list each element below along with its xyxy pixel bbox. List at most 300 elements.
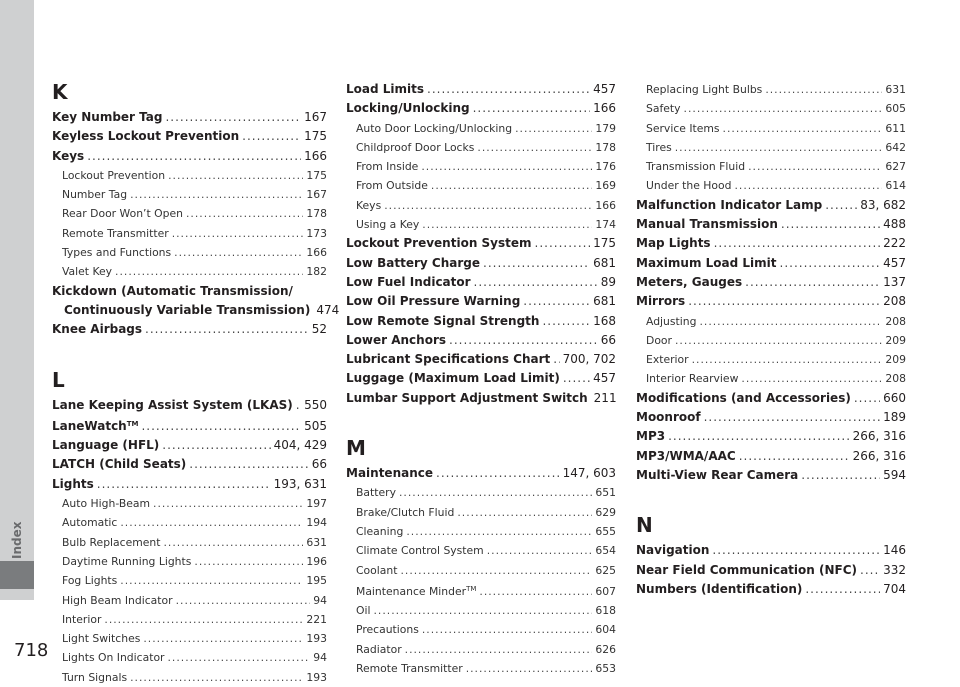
index-entry <box>636 408 906 427</box>
entry-term: Precautions <box>356 623 419 637</box>
entry-page-ref[interactable]: 175 <box>306 168 327 182</box>
index-subentry <box>346 119 616 138</box>
index-subentry <box>346 541 616 560</box>
dot-leader <box>194 552 303 571</box>
entry-page-ref[interactable]: 193 <box>306 632 327 646</box>
entry-page-ref[interactable]: 681 <box>593 255 616 270</box>
dot-leader <box>675 331 882 350</box>
index-entry <box>346 464 616 483</box>
dot-leader <box>739 447 850 466</box>
index-subentry <box>636 99 906 118</box>
entry-term: Language (HFL) <box>52 438 160 453</box>
entry-term: Climate Control System <box>356 544 484 558</box>
index-entry <box>52 147 327 166</box>
entry-page-ref[interactable]: 605 <box>885 102 906 116</box>
dot-leader <box>104 610 303 629</box>
index-entry <box>52 320 327 339</box>
dot-leader <box>145 320 309 339</box>
dot-leader <box>542 312 590 331</box>
dot-leader <box>427 80 590 99</box>
entry-term: Keys <box>356 198 382 212</box>
index-entry <box>346 331 616 350</box>
entry-term: Lubricant Specifications Chart <box>346 352 551 367</box>
entry-term: Continuously Variable Transmission) <box>64 302 311 317</box>
entry-page-ref[interactable]: 173 <box>306 226 327 240</box>
entry-term: Auto Door Locking/Unlocking <box>356 121 513 135</box>
entry-term: Auto High-Beam <box>62 497 151 511</box>
dot-leader <box>422 215 592 234</box>
entry-page-ref[interactable]: 174 <box>595 218 616 232</box>
index-subentry <box>52 494 327 513</box>
index-subentry <box>52 648 327 667</box>
entry-term: Moonroof <box>636 410 701 425</box>
dot-leader <box>130 668 303 687</box>
entry-page-ref[interactable]: 457 <box>593 82 616 96</box>
entry-page-ref[interactable]: 611 <box>885 121 906 135</box>
dot-leader <box>120 513 303 532</box>
dot-leader <box>745 273 880 292</box>
entry-page-ref[interactable]: 179 <box>595 121 616 135</box>
index-subentry <box>636 350 906 369</box>
index-entry <box>636 447 906 466</box>
entry-term: Rear Door Won’t Open <box>62 207 183 221</box>
entry-page-ref[interactable]: 488 <box>883 217 906 232</box>
index-entry <box>346 292 616 311</box>
index-entry <box>636 580 906 599</box>
dot-leader <box>553 350 559 369</box>
dot-leader <box>781 215 880 234</box>
entry-page-ref[interactable]: 631 <box>885 83 906 96</box>
index-entry <box>52 475 327 494</box>
index-entry <box>636 273 906 292</box>
entry-page-ref[interactable]: 631 <box>306 535 327 549</box>
index-subentry <box>346 580 616 601</box>
index-column-1 <box>52 72 340 687</box>
index-subentry <box>52 571 327 590</box>
entry-term: Valet Key <box>62 265 113 279</box>
entry-page-ref[interactable]: 704 <box>883 581 906 596</box>
side-tab-label: Index <box>10 521 24 559</box>
entry-page-ref[interactable]: 166 <box>595 198 616 212</box>
section-gap <box>52 340 327 360</box>
entry-page-ref[interactable]: 66 <box>600 332 616 347</box>
index-entry <box>636 196 906 215</box>
entry-term: Multi-View Rear Camera <box>636 467 799 482</box>
index-subentry <box>346 157 616 176</box>
entry-page-ref[interactable]: 175 <box>304 129 327 144</box>
entry-page-ref[interactable]: 457 <box>883 255 906 270</box>
index-subentry <box>346 601 616 620</box>
dot-leader <box>675 138 883 157</box>
dot-leader <box>523 292 590 311</box>
entry-term: Kickdown (Automatic Transmission/ <box>52 283 293 298</box>
index-entry <box>636 561 906 580</box>
entry-page-ref[interactable]: 266, 316 <box>852 448 906 463</box>
entry-page-ref[interactable]: 208 <box>885 372 906 386</box>
index-entry <box>346 234 616 253</box>
index-entry <box>346 350 616 369</box>
index-subentry <box>636 176 906 195</box>
index-subentry <box>346 659 616 678</box>
section-letter-m: M <box>346 436 366 461</box>
entry-term: Radiator <box>356 642 402 656</box>
entry-term: Oil <box>356 604 371 618</box>
entry-page-ref[interactable]: 208 <box>885 314 906 328</box>
index-entry <box>52 455 327 474</box>
index-entry <box>636 254 906 273</box>
entry-page-ref[interactable]: 197 <box>306 497 327 511</box>
entry-term: Tires <box>646 140 672 154</box>
index-entry <box>636 215 906 234</box>
entry-page-ref[interactable]: 89 <box>600 274 616 289</box>
entry-term: Mirrors <box>636 294 686 309</box>
entry-page-ref[interactable]: 474 <box>316 302 340 317</box>
entry-term: Fog Lights <box>62 574 118 588</box>
entry-term: Maximum Load Limit <box>636 255 777 270</box>
entry-term: Low Oil Pressure Warning <box>346 294 521 309</box>
entry-term: From Inside <box>356 160 419 174</box>
index-subentry <box>52 185 327 204</box>
entry-term: Using a Key <box>356 218 420 232</box>
entry-term: Interior Rearview <box>646 372 739 386</box>
entry-term: Coolant <box>356 563 398 577</box>
entry-page-ref[interactable]: 550 <box>304 397 327 412</box>
entry-page-ref[interactable]: 94 <box>313 593 327 607</box>
index-subentry <box>636 157 906 176</box>
entry-term: Types and Functions <box>62 246 172 260</box>
index-column-2 <box>346 80 616 678</box>
dot-leader <box>87 147 301 166</box>
dot-leader <box>130 185 303 204</box>
dot-leader <box>165 108 301 127</box>
entry-page-ref[interactable]: 208 <box>883 294 906 309</box>
dot-leader <box>535 234 591 253</box>
entry-page-ref[interactable]: 178 <box>306 207 327 221</box>
index-subentry <box>52 668 327 687</box>
entry-page-ref[interactable]: 626 <box>595 642 616 656</box>
entry-term: Keys <box>52 148 85 163</box>
entry-term: Remote Transmitter <box>356 662 463 676</box>
dot-leader <box>692 350 883 369</box>
entry-term: Lights On Indicator <box>62 651 165 665</box>
dot-leader <box>723 119 883 138</box>
entry-term: Adjusting <box>646 314 697 328</box>
index-entry <box>52 127 327 146</box>
index-entry <box>636 234 906 253</box>
index-entry <box>346 273 616 292</box>
entry-page-ref[interactable]: 178 <box>595 140 616 154</box>
entry-term: MP3/WMA/AAC <box>636 448 736 463</box>
dot-leader <box>162 436 270 455</box>
dot-leader <box>473 99 590 118</box>
index-entry <box>52 415 327 436</box>
entry-page-ref[interactable]: 660 <box>883 390 906 405</box>
index-subentry <box>52 591 327 610</box>
entry-page-ref[interactable]: 618 <box>595 604 616 618</box>
index-entry <box>346 389 616 408</box>
dot-leader <box>479 582 592 601</box>
entry-page-ref[interactable]: 167 <box>304 110 327 124</box>
index-subentry <box>346 503 616 522</box>
index-subentry <box>52 533 327 552</box>
index-subentry <box>636 369 906 388</box>
entry-term: Remote Transmitter <box>62 226 169 240</box>
section-letter-k: K <box>52 80 68 104</box>
index-subentry <box>52 629 327 648</box>
dot-leader <box>474 273 598 292</box>
dot-leader <box>457 503 592 522</box>
index-subentry <box>636 331 906 350</box>
entry-term: Exterior <box>646 353 689 367</box>
entry-page-ref[interactable]: 209 <box>885 353 906 367</box>
entry-term: Near Field Communication (NFC) <box>636 562 858 577</box>
entry-term: Lane Keeping Assist System (LKAS) <box>52 397 293 412</box>
dot-leader <box>153 494 303 513</box>
page-number: 718 <box>14 640 49 661</box>
trademark-mark: TM <box>126 419 139 428</box>
dot-leader <box>449 331 598 350</box>
index-subentry <box>346 215 616 234</box>
index-entry <box>346 99 616 118</box>
index-subentry <box>346 561 616 580</box>
entry-page-ref[interactable]: 654 <box>595 544 616 558</box>
entry-page-ref[interactable]: 651 <box>595 486 616 500</box>
entry-term: Turn Signals <box>62 670 128 684</box>
entry-page-ref[interactable]: 594 <box>883 467 906 482</box>
index-subentry <box>346 522 616 541</box>
dot-leader <box>189 455 308 474</box>
entry-page-ref[interactable]: 505 <box>304 418 327 433</box>
entry-page-ref[interactable]: 642 <box>885 140 906 154</box>
dot-leader <box>174 243 303 262</box>
dot-leader <box>436 464 560 483</box>
entry-term: Key Number Tag <box>52 110 163 124</box>
entry-term: Childproof Door Locks <box>356 140 475 154</box>
entry-term: Knee Airbags <box>52 322 143 337</box>
index-subentry <box>346 138 616 157</box>
entry-term: Lights <box>52 476 94 491</box>
dot-leader <box>765 80 882 99</box>
dot-leader <box>712 541 880 560</box>
index-entry <box>52 436 327 455</box>
entry-page-ref[interactable]: 404, 429 <box>273 438 327 453</box>
entry-page-ref[interactable]: 221 <box>306 612 327 626</box>
index-side-tab <box>0 0 34 600</box>
entry-page-ref[interactable]: 607 <box>595 584 616 598</box>
dot-leader <box>97 475 271 494</box>
entry-term: Luggage (Maximum Load Limit) <box>346 371 560 386</box>
section-letter-l: L <box>52 367 65 392</box>
entry-term: Safety <box>646 102 681 116</box>
dot-leader <box>734 176 882 195</box>
entry-page-ref[interactable]: 182 <box>306 265 327 279</box>
dot-leader <box>422 620 593 639</box>
dot-leader <box>854 389 880 408</box>
dot-leader <box>487 541 593 560</box>
index-entry <box>346 369 616 388</box>
entry-page-ref[interactable]: 52 <box>311 322 327 337</box>
index-entry <box>52 282 327 301</box>
index-subentry <box>52 166 327 185</box>
entry-term: High Beam Indicator <box>62 593 173 607</box>
entry-page-ref[interactable]: 194 <box>306 516 327 530</box>
entry-page-ref[interactable]: 166 <box>304 148 327 163</box>
entry-term: Daytime Running Lights <box>62 554 192 568</box>
index-subentry <box>636 80 906 99</box>
index-subentry <box>52 204 327 223</box>
dot-leader <box>163 533 303 552</box>
index-column-3 <box>636 80 906 599</box>
entry-page-ref[interactable]: 457 <box>593 371 616 386</box>
index-subentry <box>52 552 327 571</box>
index-subentry <box>52 224 327 243</box>
dot-leader <box>141 417 301 436</box>
entry-page-ref[interactable]: 94 <box>313 651 327 665</box>
dot-leader <box>421 157 592 176</box>
entry-term: Malfunction Indicator Lamp <box>636 197 823 212</box>
entry-term: Maintenance <box>346 466 434 481</box>
index-subentry <box>346 176 616 195</box>
index-subentry <box>52 243 327 262</box>
entry-page-ref[interactable]: 604 <box>595 623 616 637</box>
entry-term: Map Lights <box>636 236 711 251</box>
index-entry <box>52 396 327 415</box>
entry-page-ref[interactable]: 209 <box>885 333 906 347</box>
entry-term: Lower Anchors <box>346 332 447 347</box>
index-subentry <box>636 119 906 138</box>
index-entry <box>636 427 906 446</box>
dot-leader <box>168 166 303 185</box>
entry-page-ref[interactable]: 83, 682 <box>860 197 906 212</box>
entry-page-ref[interactable]: 196 <box>306 554 327 568</box>
dot-leader <box>120 571 303 590</box>
entry-term: Cleaning <box>356 524 404 538</box>
entry-page-ref[interactable]: 681 <box>593 294 616 309</box>
entry-term: Transmission Fluid <box>646 160 746 174</box>
index-entry <box>52 108 327 127</box>
entry-term: LATCH (Child Seats) <box>52 457 187 472</box>
entry-term: Manual Transmission <box>636 217 778 232</box>
trademark-mark: TM <box>466 584 477 593</box>
entry-term: Low Fuel Indicator <box>346 274 471 289</box>
entry-term: Low Battery Charge <box>346 255 481 270</box>
entry-page-ref[interactable]: 614 <box>885 179 906 193</box>
entry-page-ref[interactable]: 222 <box>883 236 906 251</box>
entry-page-ref[interactable]: 175 <box>593 236 616 251</box>
entry-term: Lumbar Support Adjustment Switch <box>346 390 588 405</box>
index-subentry <box>52 513 327 532</box>
entry-page-ref[interactable]: 147, 603 <box>562 466 616 481</box>
entry-page-ref[interactable]: 332 <box>883 562 906 577</box>
index-subentry <box>346 640 616 659</box>
entry-term: Lockout Prevention System <box>346 236 532 251</box>
section-gap <box>636 485 906 505</box>
entry-page-ref[interactable]: 66 <box>311 457 327 472</box>
entry-term: Modifications (and Accessories) <box>636 390 851 405</box>
index-subentry <box>52 610 327 629</box>
index-entry <box>346 254 616 273</box>
entry-term: Under the Hood <box>646 179 732 193</box>
entry-term: Load Limits <box>346 82 425 96</box>
index-entry <box>346 80 616 99</box>
entry-page-ref[interactable]: 653 <box>595 662 616 676</box>
entry-term: From Outside <box>356 179 428 193</box>
dot-leader <box>741 369 882 388</box>
entry-page-ref[interactable]: 167 <box>306 188 327 202</box>
entry-page-ref[interactable]: 166 <box>306 246 327 260</box>
entry-term: Battery <box>356 486 396 500</box>
dot-leader <box>699 312 882 331</box>
entry-page-ref[interactable]: 655 <box>595 524 616 538</box>
entry-term: LaneWatch™ <box>52 418 139 433</box>
dot-leader <box>242 127 301 146</box>
entry-term: Service Items <box>646 121 720 135</box>
dot-leader <box>143 629 303 648</box>
entry-term: Maintenance Minder™ <box>356 584 477 598</box>
entry-page-ref[interactable]: 176 <box>595 160 616 174</box>
dot-leader <box>684 99 883 118</box>
dot-leader <box>805 580 880 599</box>
entry-page-ref[interactable]: 189 <box>883 410 906 425</box>
entry-page-ref[interactable]: 700, 702 <box>562 352 616 367</box>
dot-leader <box>296 396 301 415</box>
index-entry <box>636 541 906 560</box>
entry-term: MP3 <box>636 429 666 444</box>
dot-leader <box>477 138 592 157</box>
entry-page-ref[interactable]: 625 <box>595 563 616 577</box>
entry-page-ref[interactable]: 169 <box>595 179 616 193</box>
dot-leader <box>115 262 303 281</box>
index-subentry <box>636 312 906 331</box>
index-subentry <box>346 620 616 639</box>
entry-page-ref[interactable]: 168 <box>593 313 616 328</box>
entry-page-ref[interactable]: 137 <box>883 274 906 289</box>
index-subentry <box>346 483 616 502</box>
index-subentry <box>636 138 906 157</box>
entry-term: Lockout Prevention <box>62 168 166 182</box>
entry-page-ref[interactable]: 627 <box>885 160 906 174</box>
dot-leader <box>405 640 593 659</box>
entry-term: Navigation <box>636 543 710 558</box>
dot-leader <box>186 204 303 223</box>
index-subentry <box>346 196 616 215</box>
dot-leader <box>714 234 881 253</box>
entry-page-ref[interactable]: 266, 316 <box>852 429 906 444</box>
index-subentry <box>52 262 327 281</box>
dot-leader <box>384 196 592 215</box>
entry-page-ref[interactable]: 629 <box>595 505 616 519</box>
entry-term: Light Switches <box>62 632 141 646</box>
entry-page-ref[interactable]: 193, 631 <box>273 476 327 491</box>
dot-leader <box>860 561 880 580</box>
entry-page-ref[interactable]: 211 <box>593 390 617 405</box>
dot-leader <box>168 648 311 667</box>
entry-page-ref[interactable]: 193 <box>306 670 327 684</box>
entry-term: Keyless Lockout Prevention <box>52 129 240 144</box>
dot-leader <box>825 196 857 215</box>
entry-term: Replacing Light Bulbs <box>646 83 763 96</box>
side-tab-marker <box>0 561 34 589</box>
dot-leader <box>668 427 849 446</box>
dot-leader <box>748 157 882 176</box>
dot-leader <box>515 119 592 138</box>
entry-page-ref[interactable]: 166 <box>593 101 616 116</box>
dot-leader <box>406 522 592 541</box>
entry-page-ref[interactable]: 195 <box>306 574 327 588</box>
index-entry <box>636 466 906 485</box>
entry-page-ref[interactable]: 146 <box>883 543 906 558</box>
entry-term: Door <box>646 333 672 347</box>
